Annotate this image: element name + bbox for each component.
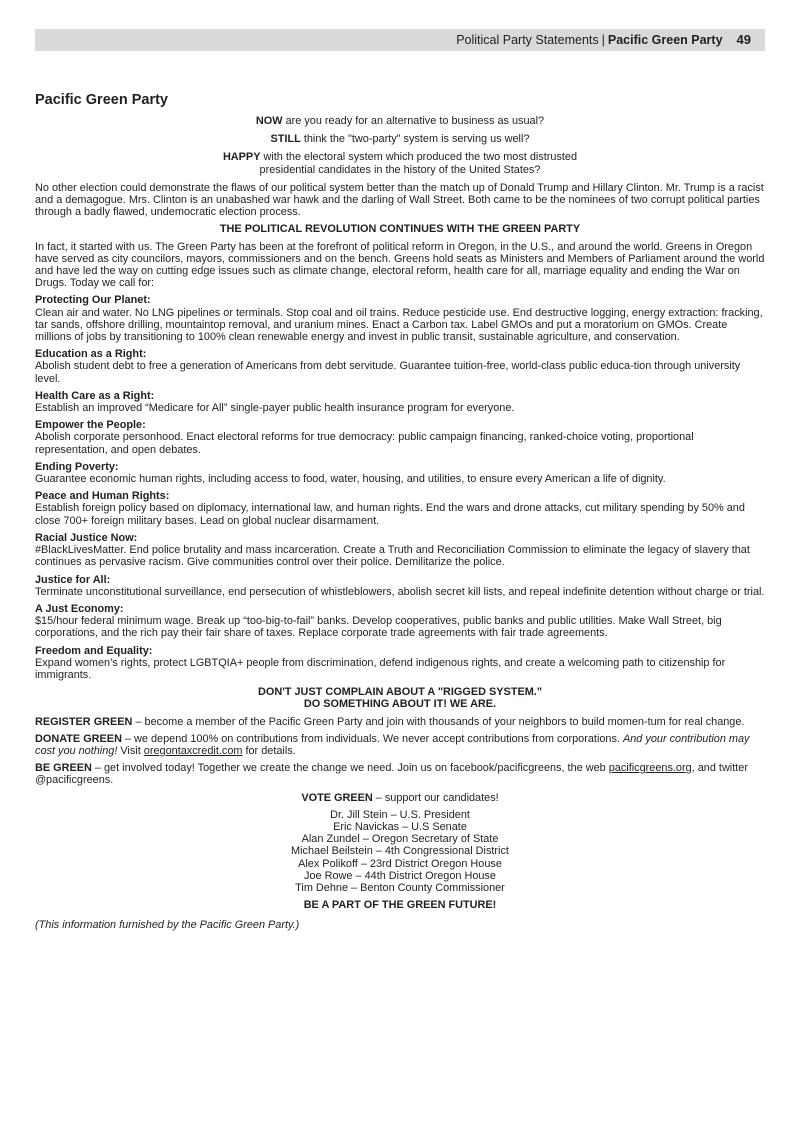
plank-item (35, 490, 765, 527)
page-header-bar (35, 29, 765, 51)
candidate-item: Alan Zundel – Oregon Secretary of State (301, 833, 499, 846)
intro-text: think the "two-party" system is serving us well? (300, 133, 530, 146)
planks-list (35, 294, 765, 681)
intro-questions (35, 115, 765, 176)
vote-text: – support our candidates! (372, 791, 499, 804)
donate-paragraph (35, 733, 765, 757)
vote-line (35, 792, 765, 804)
plank-item (35, 294, 765, 343)
header-separator: | (601, 33, 605, 47)
plank-title: Education as a Right: (35, 348, 147, 361)
plank-text: Abolish student debt to free a generation of Americans from debt servitude. Guarantee tuition-free, world-class public educa-tion through university level. (35, 360, 741, 385)
footer-note: (This information furnished by the Pacific Green Party.) (35, 919, 300, 932)
paragraph-history: In fact, it started with us. The Green Party has been at the forefront of political reform in Oregon, in the U.S., and around the world. Greens in Oregon have served as city councilors, mayors, commissioners and on the bench. Greens hold seats as Ministers and Members of Parliament around the world and have led the way on cutting edge issues such as climate change, electoral reform, health care for all, marriage equality and ending the War on Drugs. Today we call for: (35, 240, 765, 290)
plank-item (35, 348, 765, 385)
header-party: Pacific Green Party (607, 33, 723, 47)
page-title: Pacific Green Party (35, 92, 168, 108)
begreen-text: – get involved today! Together we create the change we need. Join us on facebook/pacificgreens, the web (91, 762, 609, 775)
intro-text: with the electoral system which produced the two most distrusted (260, 151, 578, 164)
plank-item (35, 603, 765, 640)
candidate-item: Alex Polikoff – 23rd District Oregon House (298, 857, 502, 870)
intro-line-happy (35, 151, 765, 175)
register-text: – become a member of the Pacific Green Party and join with thousands of your neighbors to build momen-tum for real change. (132, 715, 745, 728)
plank-item (35, 390, 765, 414)
register-label: REGISTER GREEN (35, 715, 133, 728)
plank-title: Peace and Human Rights: (35, 490, 170, 503)
donate-text: – we depend 100% on contributions from individuals. We never accept contributions from corporations. (121, 732, 623, 745)
statement-content (35, 91, 765, 937)
plank-item (35, 574, 765, 598)
oregontaxcredit-link[interactable]: oregontaxcredit.com (143, 744, 243, 757)
plank-title: Protecting Our Planet: (35, 294, 151, 307)
plank-text: Establish an improved “Medicare for All” single-payer public health insurance program for everyone. (35, 402, 515, 415)
plank-item (35, 461, 765, 485)
donate-after: for details. (242, 744, 296, 757)
plank-title: A Just Economy: (35, 602, 124, 615)
page-number: 49 (736, 32, 751, 47)
header-section: Political Party Statements (456, 33, 599, 47)
plank-title: Freedom and Equality: (35, 644, 153, 657)
plank-title: Ending Poverty: (35, 460, 119, 473)
intro-text: are you ready for an alternative to business as usual? (282, 115, 545, 127)
candidate-item: Joe Rowe – 44th District Oregon House (304, 869, 496, 882)
plank-item (35, 532, 765, 569)
donate-visit: Visit (117, 744, 144, 757)
intro-bold: HAPPY (222, 151, 261, 164)
complain-heading (35, 686, 765, 710)
donate-italic: And your contribution may cost you nothing! (35, 732, 750, 757)
candidate-item: Tim Dehne – Benton County Commissioner (295, 881, 505, 894)
intro-line-still (35, 133, 765, 145)
candidate-list (35, 809, 765, 894)
header-text (456, 32, 751, 48)
plank-title: Empower the People: (35, 419, 146, 432)
plank-text: Guarantee economic human rights, including access to food, water, housing, and utilities, to ensure every American a life of dignity. (35, 473, 666, 486)
plank-title: Racial Justice Now: (35, 531, 138, 544)
future-heading: BE A PART OF THE GREEN FUTURE! (303, 899, 497, 912)
plank-title: Justice for All: (35, 573, 111, 586)
plank-text: #BlackLivesMatter. End police brutality and mass incarceration. Create a Truth and Reconciliation Commission to eliminate the legacy of slavery that continues as pervasive racism. Give communities control over their police. Demilitarize the police. (35, 544, 750, 569)
plank-title: Health Care as a Right: (35, 389, 155, 402)
intro-bold: STILL (270, 133, 301, 146)
intro-bold: NOW (255, 115, 283, 127)
plank-text: Establish foreign policy based on diplomacy, international law, and human rights. End the wars and drone attacks, cut military spending by 50% and close 700+ foreign military bases. Lead on global nuclear disarmament. (35, 502, 745, 527)
paragraph-flaws: No other election could demonstrate the flaws of our political system better than the match up of Donald Trump and Hillary Clinton. Mr. Trump is a racist and a demagogue. Mrs. Clinton is an unabashed war hawk and the darling of Wall Street. Both came to be the nominees of two corrupt political parties through a badly flawed, undemocratic election process. (35, 181, 764, 219)
intro-line-now (35, 115, 765, 127)
begreen-after: , and twitter @pacificgreens. (35, 762, 748, 787)
plank-text: Expand women’s rights, protect LGBTQIA+ people from discrimination, defend indigenous rights, and create a welcoming path to citizenship for immigrants. (35, 656, 726, 681)
begreen-label: BE GREEN (35, 762, 92, 775)
candidate-item: Dr. Jill Stein – U.S. President (330, 808, 470, 821)
revolution-heading: THE POLITICAL REVOLUTION CONTINUES WITH THE GREEN PARTY (219, 223, 581, 236)
plank-item (35, 645, 765, 682)
complain-line2: DO SOMETHING ABOUT IT! WE ARE. (303, 698, 497, 711)
plank-text: Abolish corporate personhood. Enact electoral reforms for true democracy: public campaign financing, ranked-choice voting, proportional representation, and open debates. (35, 431, 694, 456)
plank-item (35, 419, 765, 456)
plank-text: Terminate unconstitutional surveillance, end persecution of whistleblowers, abolish secret kill lists, and repeal indefinite detention without charge or trial. (35, 585, 765, 598)
donate-label: DONATE GREEN (35, 732, 122, 745)
complain-line1: DON'T JUST COMPLAIN ABOUT A "RIGGED SYSTEM." (258, 686, 542, 699)
intro-text-line2: presidential candidates in the history of the United States? (259, 163, 541, 176)
candidate-item: Michael Beilstein – 4th Congressional District (291, 845, 509, 858)
candidate-item: Eric Navickas – U.S Senate (333, 820, 467, 833)
register-paragraph (35, 716, 765, 728)
plank-text: Clean air and water. No LNG pipelines or terminals. Stop coal and oil trains. Reduce pesticide use. End destructive logging, energy extraction: fracking, tar sands, offshore drilling, mountaintop removal, and uranium mines. Enact a Carbon tax. Label GMOs and put a moratorium on GMOs. Create millions of jobs by transitioning to 100% clean renewable energy and invest in public transit, sustainable agriculture, and conservation. (35, 306, 763, 344)
pacificgreens-link[interactable]: pacificgreens.org (608, 762, 692, 775)
vote-label: VOTE GREEN (301, 791, 373, 804)
begreen-paragraph (35, 762, 765, 786)
plank-text: $15/hour federal minimum wage. Break up “too-big-to-fail” banks. Develop cooperatives, public banks and public utilities. Make Wall Street, big corporations, and the rich pay their fair share of taxes. Replace corporate trade agreements with fair trade agreements. (35, 615, 722, 640)
